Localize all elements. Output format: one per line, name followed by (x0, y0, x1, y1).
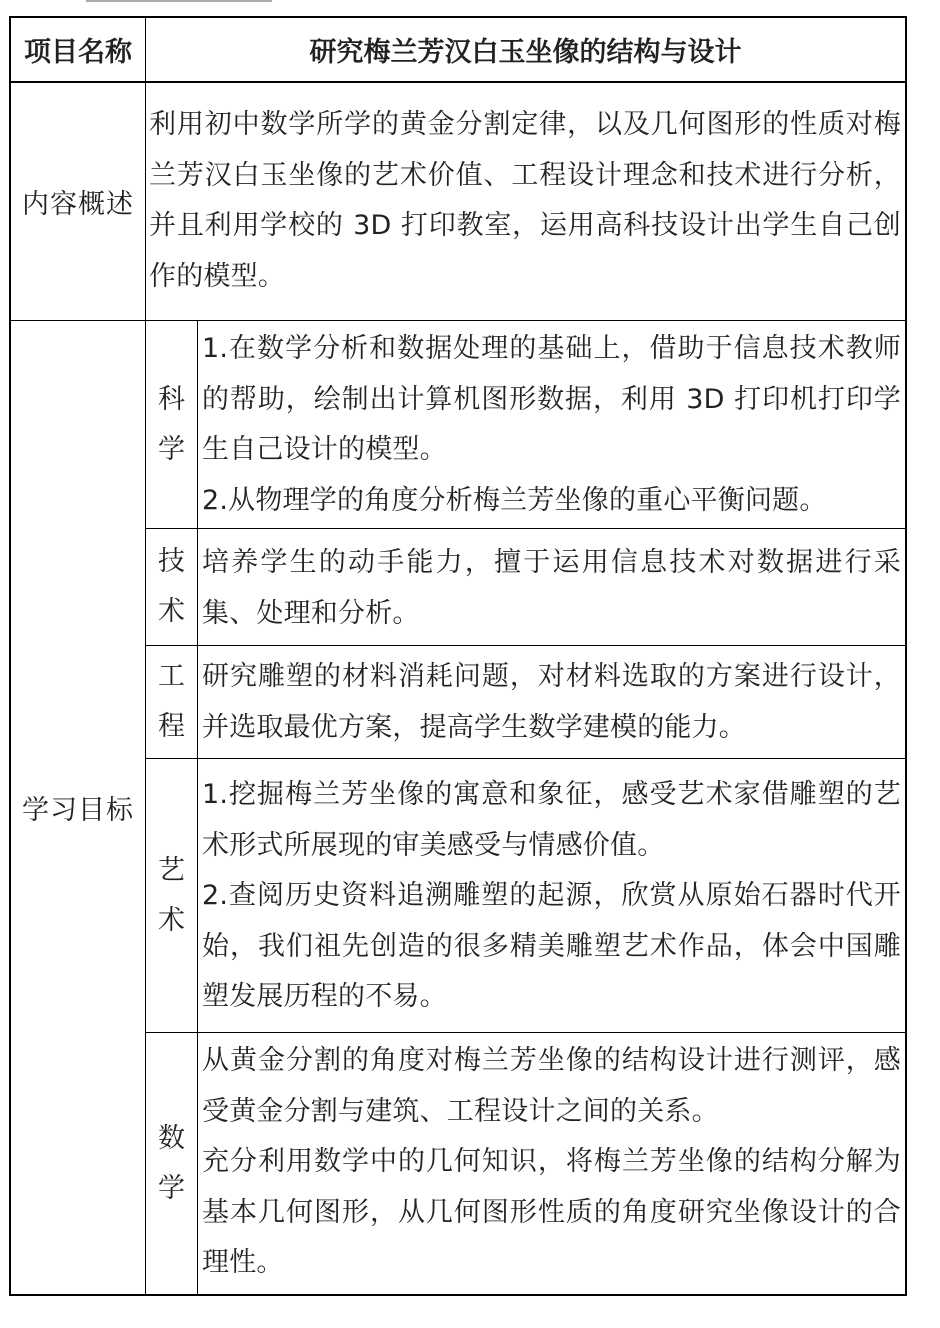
overview-text: 利用初中数学所学的黄金分割定律，以及几何图形的性质对梅兰芳汉白玉坐像的艺术价值、工程设计理念和技术进行分析，并且利用学校的 3D 打印教室，运用高科技设计出学生自己创作的模型。 (149, 109, 901, 292)
subject-art (146, 759, 197, 1032)
project-table (9, 16, 907, 1296)
objectives-label: 学习目标 (22, 795, 134, 826)
art-text (202, 770, 901, 1023)
subject-science (146, 321, 197, 528)
math-paragraph-1: 从黄金分割的角度对梅兰芳坐像的结构设计进行测评，感受黄金分割与建筑、工程设计之间的关系。 (202, 1045, 901, 1127)
header-project-title: 研究梅兰芳汉白玉坐像的结构与设计 (309, 37, 742, 68)
engineering-text (202, 652, 901, 753)
subject-technology-label: 技术 (158, 546, 185, 627)
technology-paragraph-1: 培养学生的动手能力，擅于运用信息技术对数据进行采集、处理和分析。 (202, 547, 901, 629)
col-divider-sub (197, 321, 198, 1294)
technology-text (202, 538, 901, 639)
overview-label: 内容概述 (22, 189, 134, 220)
subject-math-label: 数学 (158, 1122, 185, 1204)
math-text (202, 1036, 901, 1289)
subject-engineering-label: 工程 (158, 661, 185, 742)
art-paragraph-1: 1.挖掘梅兰芳坐像的寓意和象征，感受艺术家借雕塑的艺术形式所展现的审美感受与情感价值。 (202, 779, 901, 861)
row-divider-header (11, 81, 905, 83)
top-rule (86, 0, 272, 2)
engineering-paragraph-1: 研究雕塑的材料消耗问题，对材料选取的方案进行设计，并选取最优方案，提高学生数学建模的能力。 (202, 661, 901, 743)
math-paragraph-2: 充分利用数学中的几何知识，将梅兰芳坐像的结构分解为基本几何图形，从几何图形性质的角度研究坐像设计的合理性。 (202, 1146, 901, 1278)
subject-math (146, 1033, 197, 1294)
subject-science-label: 科学 (158, 383, 185, 465)
science-paragraph-1: 1.在数学分析和数据处理的基础上，借助于信息技术教师的帮助，绘制出计算机图形数据，利用 3D 打印机打印学生自己设计的模型。 (202, 333, 901, 465)
subject-art-label: 艺术 (158, 854, 185, 936)
science-paragraph-2: 2.从物理学的角度分析梅兰芳坐像的重心平衡问题。 (202, 484, 827, 516)
row-divider-technology (145, 645, 905, 646)
subject-engineering (146, 646, 197, 758)
art-paragraph-2: 2.查阅历史资料追溯雕塑的起源，欣赏从原始石器时代开始，我们祖先创造的很多精美雕塑艺术作品，体会中国雕塑发展历程的不易。 (202, 880, 901, 1012)
subject-technology (146, 529, 197, 645)
row-divider-engineering (145, 758, 905, 759)
science-text (202, 324, 901, 526)
row-divider-art (145, 1032, 905, 1033)
header-label: 项目名称 (24, 37, 132, 68)
row-divider-science (145, 528, 905, 529)
